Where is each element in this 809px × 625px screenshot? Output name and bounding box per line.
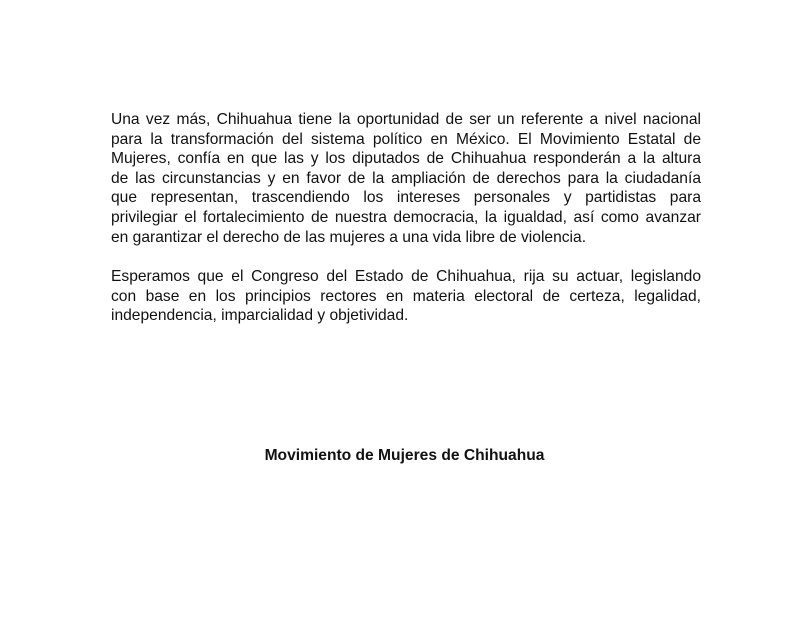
paragraph-1-line-7: en garantizar el derecho de las mujeres a una vida libre de violencia. (111, 228, 587, 246)
paragraph-1-line-2: para la transformación del sistema político en México. El Movimiento Estatal de (111, 130, 701, 148)
paragraph-1-line-1: Una vez más, Chihuahua tiene la oportunidad de ser un referente a nivel nacional (111, 111, 701, 128)
paragraph-1-line-6: privilegiar el fortalecimiento de nuestra democracia, la igualdad, así como avanzar (111, 208, 701, 226)
paragraph-2 (111, 267, 701, 326)
paragraph-1-line-4: de las circunstancias y en favor de la ampliación de derechos para la ciudadanía (111, 169, 701, 187)
paragraph-2-line-3: independencia, imparcialidad y objetividad. (111, 307, 409, 325)
paragraph-1-line-5: que representan, trascendiendo los intereses personales y partidistas para (111, 189, 701, 207)
paragraph-1 (111, 110, 701, 247)
signature: Movimiento de Mujeres de Chihuahua (264, 447, 545, 464)
paragraph-2-line-1: Esperamos que el Congreso del Estado de Chihuahua, rija su actuar, legislando (111, 268, 701, 285)
paragraph-2-line-2: con base en los principios rectores en materia electoral de certeza, legalidad, (111, 287, 701, 305)
paragraph-1-line-3: Mujeres, confía en que las y los diputados de Chihuahua responderán a la altura (111, 150, 701, 168)
